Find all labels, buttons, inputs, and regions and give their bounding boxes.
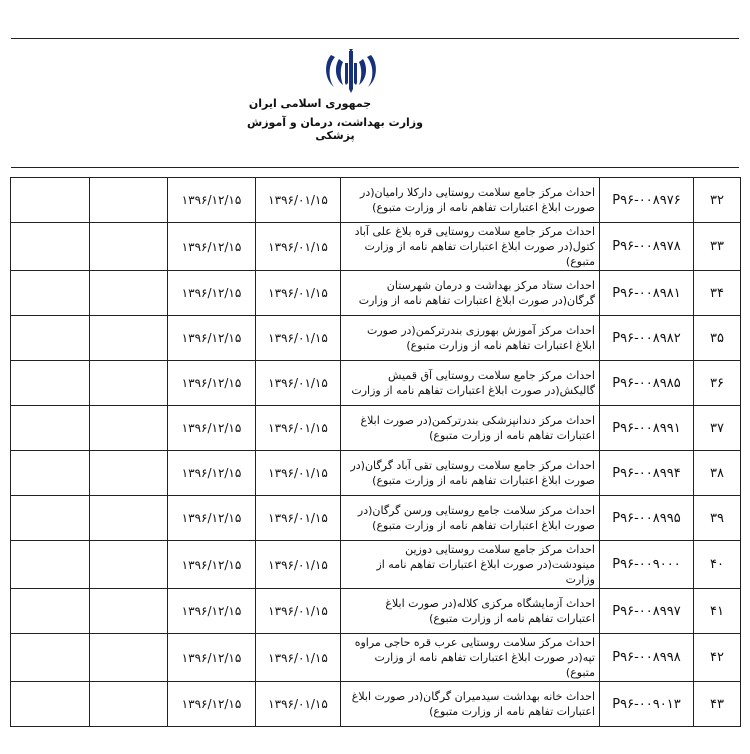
end-date-cell: ۱۳۹۶/۱۲/۱۵: [168, 589, 256, 634]
row-number-cell: ۴۳: [694, 682, 741, 727]
empty-cell: [90, 496, 168, 541]
project-title-cell: احداث مرکز جامع سلامت روستایی قره بلاغ علی آباد کتول(در صورت ابلاغ اعتبارات تفاهم نامه از وزارت متبوع): [341, 223, 600, 271]
empty-cell: [90, 589, 168, 634]
header-subtitle: وزارت بهداشت، درمان و آموزش پزشکی: [247, 116, 423, 142]
table-row: [11, 178, 741, 223]
empty-cell: [11, 316, 90, 361]
empty-cell: [11, 361, 90, 406]
row-number-cell: ۴۰: [694, 541, 741, 589]
row-number-cell: ۳۷: [694, 406, 741, 451]
project-code-cell: P۹۶-۰۰۸۹۷۸: [600, 223, 694, 271]
projects-table: [10, 177, 741, 727]
project-title-cell: احداث مرکز جامع سلامت روستایی دارکلا رامیان(در صورت ابلاغ اعتبارات تفاهم نامه از وزارت متبوع): [341, 178, 600, 223]
table-row: [11, 361, 741, 406]
project-code-cell: P۹۶-۰۰۸۹۸۲: [600, 316, 694, 361]
start-date-cell: ۱۳۹۶/۰۱/۱۵: [256, 223, 341, 271]
empty-cell: [90, 271, 168, 316]
start-date-cell: ۱۳۹۶/۰۱/۱۵: [256, 496, 341, 541]
empty-cell: [11, 271, 90, 316]
end-date-cell: ۱۳۹۶/۱۲/۱۵: [168, 316, 256, 361]
header-bottom-rule: [11, 167, 739, 168]
empty-cell: [11, 589, 90, 634]
empty-cell: [11, 634, 90, 682]
row-number-cell: ۳۶: [694, 361, 741, 406]
end-date-cell: ۱۳۹۶/۱۲/۱۵: [168, 634, 256, 682]
table-row: [11, 223, 741, 271]
empty-cell: [11, 451, 90, 496]
empty-cell: [11, 682, 90, 727]
empty-cell: [11, 406, 90, 451]
row-number-cell: ۴۲: [694, 634, 741, 682]
header-title: جمهوری اسلامی ایران: [248, 97, 372, 110]
table-row: [11, 496, 741, 541]
start-date-cell: ۱۳۹۶/۰۱/۱۵: [256, 451, 341, 496]
project-title-cell: احداث مرکز سلامت جامع روستایی ورسن گرگان(در صورت ابلاغ اعتبارات تفاهم نامه از وزارت متبوع): [341, 496, 600, 541]
project-code-cell: P۹۶-۰۰۸۹۹۸: [600, 634, 694, 682]
empty-cell: [11, 496, 90, 541]
table-row: [11, 451, 741, 496]
project-code-cell: P۹۶-۰۰۹۰۱۳: [600, 682, 694, 727]
empty-cell: [11, 223, 90, 271]
project-code-cell: P۹۶-۰۰۸۹۹۵: [600, 496, 694, 541]
start-date-cell: ۱۳۹۶/۰۱/۱۵: [256, 682, 341, 727]
empty-cell: [90, 223, 168, 271]
project-code-cell: P۹۶-۰۰۸۹۹۴: [600, 451, 694, 496]
project-title-cell: احداث مرکز دندانپزشکی بندرترکمن(در صورت ابلاغ اعتبارات تفاهم نامه از وزارت متبوع): [341, 406, 600, 451]
table-row: [11, 316, 741, 361]
table-row: [11, 589, 741, 634]
project-title-cell: احداث ستاد مرکز بهداشت و درمان شهرستان گرگان(در صورت ابلاغ اعتبارات تفاهم نامه از وزارت: [341, 271, 600, 316]
row-number-cell: ۳۲: [694, 178, 741, 223]
empty-cell: [90, 541, 168, 589]
start-date-cell: ۱۳۹۶/۰۱/۱۵: [256, 541, 341, 589]
project-title-cell: احداث مرکز جامع سلامت روستایی آق قمیش گالیکش(در صورت ابلاغ اعتبارات تفاهم نامه از وزارت: [341, 361, 600, 406]
project-code-cell: P۹۶-۰۰۹۰۰۰: [600, 541, 694, 589]
start-date-cell: ۱۳۹۶/۰۱/۱۵: [256, 361, 341, 406]
end-date-cell: ۱۳۹۶/۱۲/۱۵: [168, 223, 256, 271]
table-row: [11, 682, 741, 727]
end-date-cell: ۱۳۹۶/۱۲/۱۵: [168, 451, 256, 496]
project-code-cell: P۹۶-۰۰۸۹۹۷: [600, 589, 694, 634]
end-date-cell: ۱۳۹۶/۱۲/۱۵: [168, 682, 256, 727]
start-date-cell: ۱۳۹۶/۰۱/۱۵: [256, 316, 341, 361]
project-code-cell: P۹۶-۰۰۸۹۷۶: [600, 178, 694, 223]
row-number-cell: ۳۸: [694, 451, 741, 496]
row-number-cell: ۳۳: [694, 223, 741, 271]
project-title-cell: احداث مرکز جامع سلامت روستایی تقی آباد گرگان(در صورت ابلاغ اعتبارات تفاهم نامه از وزارت متبوع): [341, 451, 600, 496]
table-row: [11, 634, 741, 682]
project-title-cell: احداث مرکز سلامت روستایی عرب قره حاجی مراوه تپه(در صورت ابلاغ اعتبارات تفاهم نامه از وزارت متبوع): [341, 634, 600, 682]
empty-cell: [11, 541, 90, 589]
project-title-cell: احداث مرکز آموزش بهورزی بندرترکمن(در صورت ابلاغ اعتبارات تفاهم نامه از وزارت متبوع): [341, 316, 600, 361]
end-date-cell: ۱۳۹۶/۱۲/۱۵: [168, 271, 256, 316]
row-number-cell: ۳۹: [694, 496, 741, 541]
row-number-cell: ۳۵: [694, 316, 741, 361]
iran-emblem-icon: [322, 49, 380, 95]
empty-cell: [90, 361, 168, 406]
empty-cell: [90, 634, 168, 682]
end-date-cell: ۱۳۹۶/۱۲/۱۵: [168, 178, 256, 223]
start-date-cell: ۱۳۹۶/۰۱/۱۵: [256, 271, 341, 316]
top-rule: [11, 38, 739, 39]
end-date-cell: ۱۳۹۶/۱۲/۱۵: [168, 406, 256, 451]
end-date-cell: ۱۳۹۶/۱۲/۱۵: [168, 541, 256, 589]
empty-cell: [90, 682, 168, 727]
project-code-cell: P۹۶-۰۰۸۹۸۵: [600, 361, 694, 406]
start-date-cell: ۱۳۹۶/۰۱/۱۵: [256, 589, 341, 634]
empty-cell: [90, 451, 168, 496]
empty-cell: [90, 316, 168, 361]
project-title-cell: احداث آزمایشگاه مرکزی کلاله(در صورت ابلاغ اعتبارات تفاهم نامه از وزارت متبوع): [341, 589, 600, 634]
empty-cell: [90, 406, 168, 451]
end-date-cell: ۱۳۹۶/۱۲/۱۵: [168, 361, 256, 406]
empty-cell: [90, 178, 168, 223]
end-date-cell: ۱۳۹۶/۱۲/۱۵: [168, 496, 256, 541]
project-title-cell: احداث مرکز جامع سلامت روستایی دوزین مینودشت(در صورت ابلاغ اعتبارات تفاهم نامه از وزارت: [341, 541, 600, 589]
start-date-cell: ۱۳۹۶/۰۱/۱۵: [256, 634, 341, 682]
table-row: [11, 541, 741, 589]
project-title-cell: احداث خانه بهداشت سیدمیران گرگان(در صورت ابلاغ اعتبارات تفاهم نامه از وزارت متبوع): [341, 682, 600, 727]
start-date-cell: ۱۳۹۶/۰۱/۱۵: [256, 178, 341, 223]
empty-cell: [11, 178, 90, 223]
row-number-cell: ۴۱: [694, 589, 741, 634]
table-row: [11, 271, 741, 316]
table-row: [11, 406, 741, 451]
start-date-cell: ۱۳۹۶/۰۱/۱۵: [256, 406, 341, 451]
project-code-cell: P۹۶-۰۰۸۹۹۱: [600, 406, 694, 451]
row-number-cell: ۳۴: [694, 271, 741, 316]
project-code-cell: P۹۶-۰۰۸۹۸۱: [600, 271, 694, 316]
